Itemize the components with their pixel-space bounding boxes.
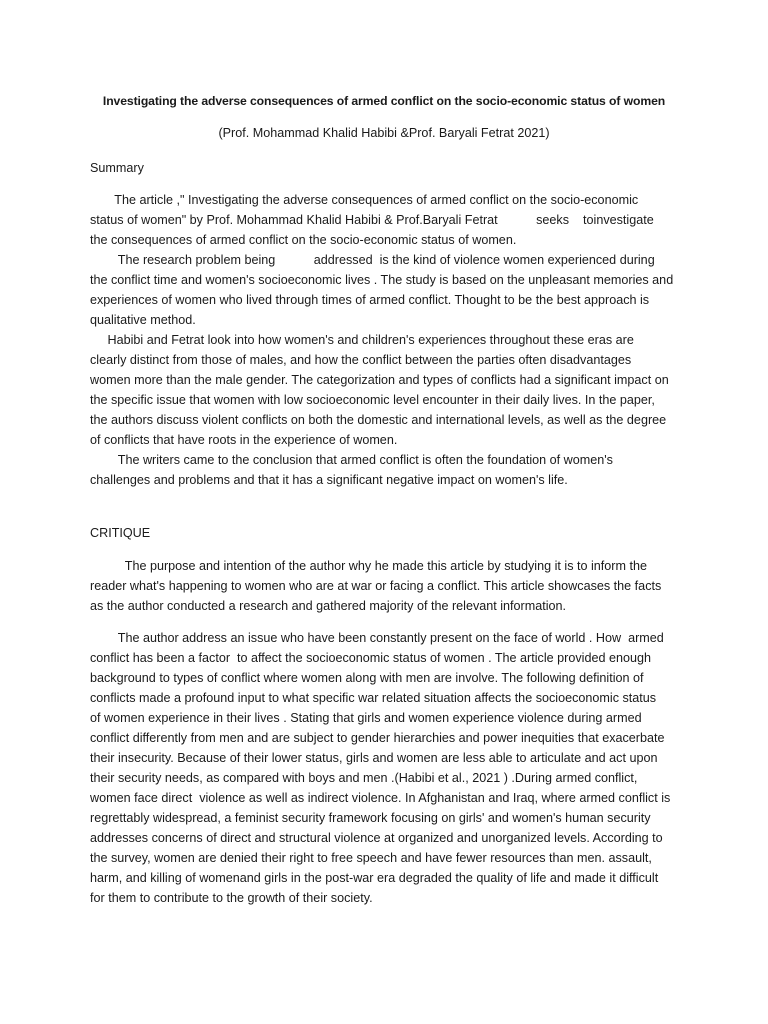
text-line: background to types of conflict where women along with men are involve. The following definition of	[90, 671, 644, 685]
text-line: The research problem being addressed is the kind of violence women experienced during	[90, 253, 655, 267]
critique-heading: CRITIQUE	[90, 526, 151, 540]
text-line: harm, and killing of womenand girls in the post-war era degraded the quality of life and made it difficult	[90, 871, 659, 885]
text-line: of conflicts that have roots in the experience of women.	[90, 433, 398, 447]
text-line: the authors discuss violent conflicts on both the domestic and international levels, as well as the degree	[90, 413, 667, 427]
text-line: status of women" by Prof. Mohammad Khalid Habibi & Prof.Baryali Fetrat seeks toinvestigate	[90, 213, 654, 227]
text-line: Habibi and Fetrat look into how women's and children's experiences throughout these eras are	[90, 333, 634, 347]
text-line: challenges and problems and that it has a significant negative impact on women's life.	[90, 473, 568, 487]
summary-heading: Summary	[90, 161, 144, 175]
document-title: Investigating the adverse consequences of armed conflict on the socio-economic status of women	[102, 94, 666, 108]
summary-paragraph-2	[90, 250, 680, 330]
critique-paragraph-2	[90, 628, 680, 908]
text-line: for them to contribute to the growth of their society.	[90, 891, 373, 905]
text-line: women more than the male gender. The categorization and types of conflicts had a significant impact on	[90, 373, 669, 387]
text-line: The purpose and intention of the author why he made this article by studying it is to inform the	[90, 559, 647, 573]
text-line: as the author conducted a research and gathered majority of the relevant information.	[90, 599, 567, 613]
text-line: conflict differently from men and are subject to gender hierarchies and power inequities that exacerbate	[90, 731, 665, 745]
text-line: experiences of women who lived through times of armed conflict. Thought to be the best approach is	[90, 293, 650, 307]
text-line: their security needs, as compared with boys and men .(Habibi et al., 2021 ) .During armed conflict,	[90, 771, 638, 785]
text-line: their insecurity. Because of their lower status, girls and women are less able to articulate and act upon	[90, 751, 658, 765]
text-line: the conflict time and women's socioeconomic lives . The study is based on the unpleasant memories and	[90, 273, 674, 287]
text-line: the specific issue that women with low socioeconomic level encounter in their daily lives. In the paper,	[90, 393, 655, 407]
text-line: The writers came to the conclusion that armed conflict is often the foundation of women's	[90, 453, 613, 467]
text-line: women face direct violence as well as indirect violence. In Afghanistan and Iraq, where armed conflict is	[90, 791, 671, 805]
summary-paragraph-4	[90, 450, 680, 490]
document-authors: (Prof. Mohammad Khalid Habibi &Prof. Baryali Fetrat 2021)	[218, 126, 550, 140]
summary-paragraph-1	[90, 190, 680, 250]
text-line: qualitative method.	[90, 313, 196, 327]
text-line: regrettably widespread, a feminist security framework focusing on girls' and women's human security	[90, 811, 651, 825]
critique-paragraph-1	[90, 556, 680, 616]
text-line: clearly distinct from those of males, and how the conflict between the parties often disadvantages	[90, 353, 632, 367]
text-line: addresses concerns of direct and structural violence at organized and unorganized levels. According to	[90, 831, 663, 845]
text-line: conflicts made a profound input to what specific war related situation affects the socioeconomic status	[90, 691, 657, 705]
text-line: the survey, women are denied their right to free speech and have fewer resources than men. assault,	[90, 851, 652, 865]
summary-paragraph-3	[90, 330, 680, 450]
text-line: The article ," Investigating the adverse consequences of armed conflict on the socio-economic	[90, 193, 639, 207]
text-line: of women experience in their lives . Stating that girls and women experience violence during armed	[90, 711, 642, 725]
text-line: the consequences of armed conflict on the socio-economic status of women.	[90, 233, 517, 247]
text-line: The author address an issue who have been constantly present on the face of world . How armed	[90, 631, 664, 645]
text-line: conflict has been a factor to affect the socioeconomic status of women . The article provided enough	[90, 651, 651, 665]
text-line: reader what's happening to women who are at war or facing a conflict. This article showcases the facts	[90, 579, 662, 593]
